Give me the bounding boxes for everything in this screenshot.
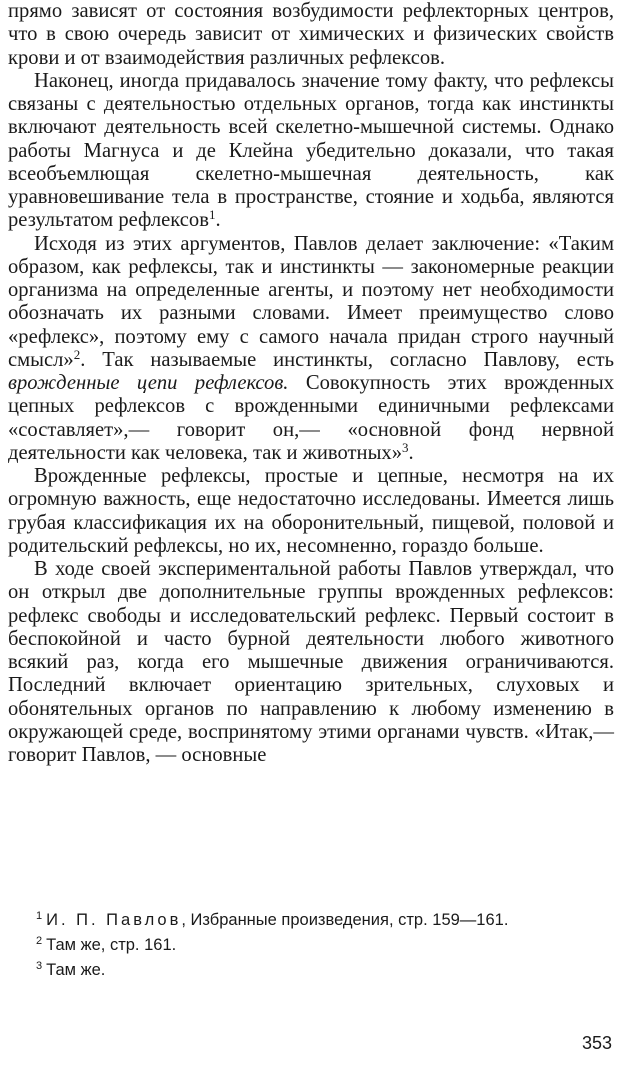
footnote [8, 934, 614, 959]
text-segment: В ходе своей экспериментальной работы Павлов утверждал, что он открыл две дополнительные группы врожденных рефлексов: рефлекс свободы и исследовательский рефлекс. Первый состоит в беспокойной и часто бурной деятельности любого животного всякий раз, когда его мышечные движения ограничиваются. Последний включает ориентацию зрительных, слуховых и обонятельных органов по направлению к любому изменению в окружающей среде, воспринятому этими органами чувств. «Итак,— говорит Павлов, — основные [8, 558, 614, 766]
footnote-reference: 3 [402, 439, 409, 455]
text-segment: Наконец, иногда придавалось значение тому факту, что рефлексы связаны с деятельностью отдельных органов, тогда как инстинкты включают деятельность всей скелетно-мышечной системы. Однако работы Магнуса и де Клейна убедительно доказали, что такая всеобъемлющая скелетно-мышечная деятельность, как уравновешивание тела в пространстве, стояние и ходьба, являются результатом рефлексов [8, 69, 614, 232]
footnote-text: Там же. [46, 961, 106, 979]
footnote [8, 909, 614, 934]
text-segment: . [408, 441, 414, 464]
footnote-text: , Избранные произведения, стр. 159—161. [181, 911, 509, 929]
main-text-body [8, 0, 614, 767]
paragraph [8, 70, 614, 233]
text-segment: Исходя из этих аргументов, Павлов делает заключение: «Таким образом, как рефлексы, так и инстинкты — закономерные реакции организма на определенные агенты, и поэтому нет необходимости обозначать их разными словами. Имеет преимущество слово «рефлекс», поэтому ему с самого начала придан строго научный смысл» [8, 232, 614, 371]
page-number: 353 [581, 1033, 612, 1053]
footnote-reference: 1 [208, 207, 216, 223]
text-segment: прямо зависят от состояния возбудимости рефлекторных центров, что в свою очередь зависит от химических и физических свойств крови и от взаимодействия различных рефлексов. [8, 0, 614, 69]
text-segment: . Так называемые инстинкты, согласно Павлову, есть [80, 348, 614, 371]
italic-phrase: врожденные цепи рефлексов. [8, 372, 289, 394]
footnote-mark: 2 [36, 935, 43, 947]
footnotes-section [8, 909, 614, 984]
text-segment: Совокупность этих врожденных цепных рефлексов с врожденными единичными рефлексами «составляет»,— говорит он,— «основной фонд нервной деятельности как человека, так и животных» [8, 372, 614, 464]
footnote-author: И. П. Павлов [46, 911, 182, 929]
footnote-mark: 3 [36, 960, 43, 972]
paragraph [8, 233, 614, 466]
paragraph [8, 465, 614, 558]
footnote-text: Там же, стр. 161. [46, 936, 177, 954]
paragraph [8, 558, 614, 767]
text-segment: Врожденные рефлексы, простые и цепные, несмотря на их огромную важность, еще недостаточно исследованы. Имеется лишь грубая классификация их на оборонительный, пищевой, половой и родительский рефлексы, но их, несомненно, гораздо больше. [8, 465, 614, 557]
footnote-reference: 2 [73, 346, 81, 362]
text-segment: . [215, 209, 221, 232]
footnote [8, 959, 614, 984]
footnote-mark: 1 [36, 910, 43, 922]
paragraph [8, 0, 614, 70]
